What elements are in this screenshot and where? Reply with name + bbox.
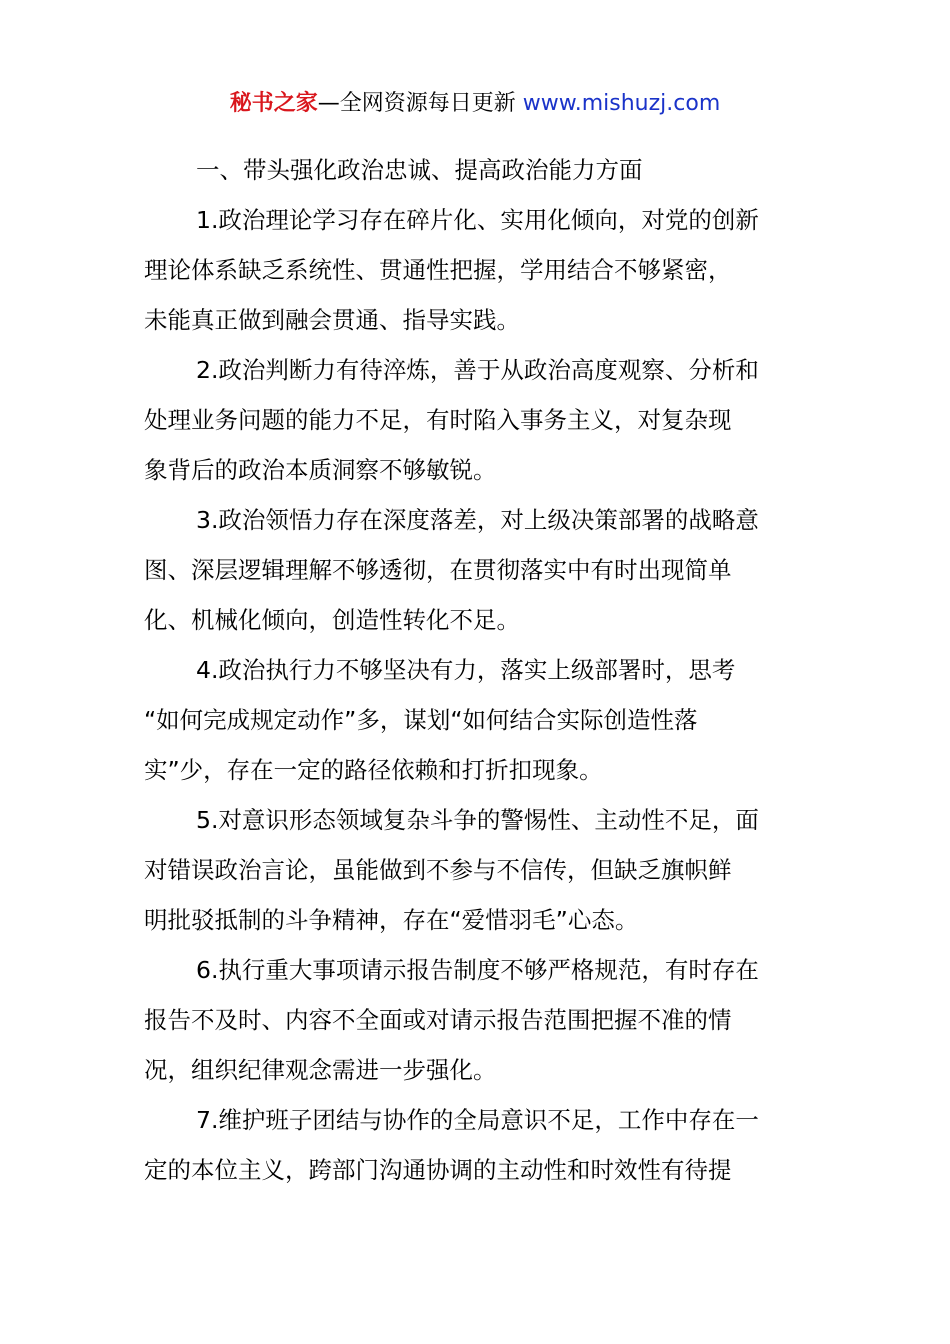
paragraph-line: 图、深层逻辑理解不够透彻，在贯彻落实中有时出现简单 (144, 556, 732, 584)
paragraph-line: 6.执行重大事项请示报告制度不够严格规范，有时存在 (196, 956, 759, 984)
header-brand: 秘书之家 (229, 91, 318, 116)
paragraph-line: 实”少，存在一定的路径依赖和打折扣现象。 (144, 756, 603, 784)
paragraph-6 (144, 945, 808, 1095)
paragraph-2 (144, 345, 808, 495)
paragraph-line: 理论体系缺乏系统性、贯通性把握，学用结合不够紧密， (144, 256, 732, 284)
paragraph-line: 未能真正做到融会贯通、指导实践。 (144, 306, 520, 334)
section-heading: 一、带头强化政治忠诚、提高政治能力方面 (196, 156, 643, 184)
header-tagline: —全网资源每日更新 (317, 91, 523, 116)
paragraph-4 (144, 645, 808, 795)
paragraph-line: “如何完成规定动作”多，谋划“如何结合实际创造性落 (144, 706, 698, 734)
paragraph-line: 处理业务问题的能力不足，有时陷入事务主义，对复杂现 (144, 406, 732, 434)
paragraph-line: 3.政治领悟力存在深度落差，对上级决策部署的战略意 (196, 506, 759, 534)
paragraph-line: 4.政治执行力不够坚决有力，落实上级部署时，思考 (196, 656, 736, 684)
paragraph-line: 明批驳抵制的斗争精神，存在“爱惜羽毛”心态。 (144, 906, 639, 934)
paragraph-line: 对错误政治言论，虽能做到不参与不信传，但缺乏旗帜鲜 (144, 856, 732, 884)
paragraph-line: 象背后的政治本质洞察不够敏锐。 (144, 456, 497, 484)
paragraph-line: 报告不及时、内容不全面或对请示报告范围把握不准的情 (144, 1006, 732, 1034)
paragraph-1 (144, 195, 808, 345)
paragraph-line: 1.政治理论学习存在碎片化、实用化倾向，对党的创新 (196, 206, 759, 234)
page-header (0, 86, 950, 122)
paragraph-line: 2.政治判断力有待淬炼，善于从政治高度观察、分析和 (196, 356, 759, 384)
paragraph-line: 况，组织纪律观念需进一步强化。 (144, 1056, 497, 1084)
paragraph-line: 7.维护班子团结与协作的全局意识不足，工作中存在一 (196, 1106, 759, 1134)
header-url-link[interactable]: www.mishuzj.com (522, 91, 721, 116)
paragraph-5 (144, 795, 808, 945)
paragraph-line: 定的本位主义，跨部门沟通协调的主动性和时效性有待提 (144, 1156, 732, 1184)
paragraph-line: 5.对意识形态领域复杂斗争的警惕性、主动性不足，面 (196, 806, 759, 834)
paragraph-7 (144, 1095, 808, 1195)
paragraph-line: 化、机械化倾向，创造性转化不足。 (144, 606, 520, 634)
document-body (144, 145, 808, 1195)
paragraph-3 (144, 495, 808, 645)
